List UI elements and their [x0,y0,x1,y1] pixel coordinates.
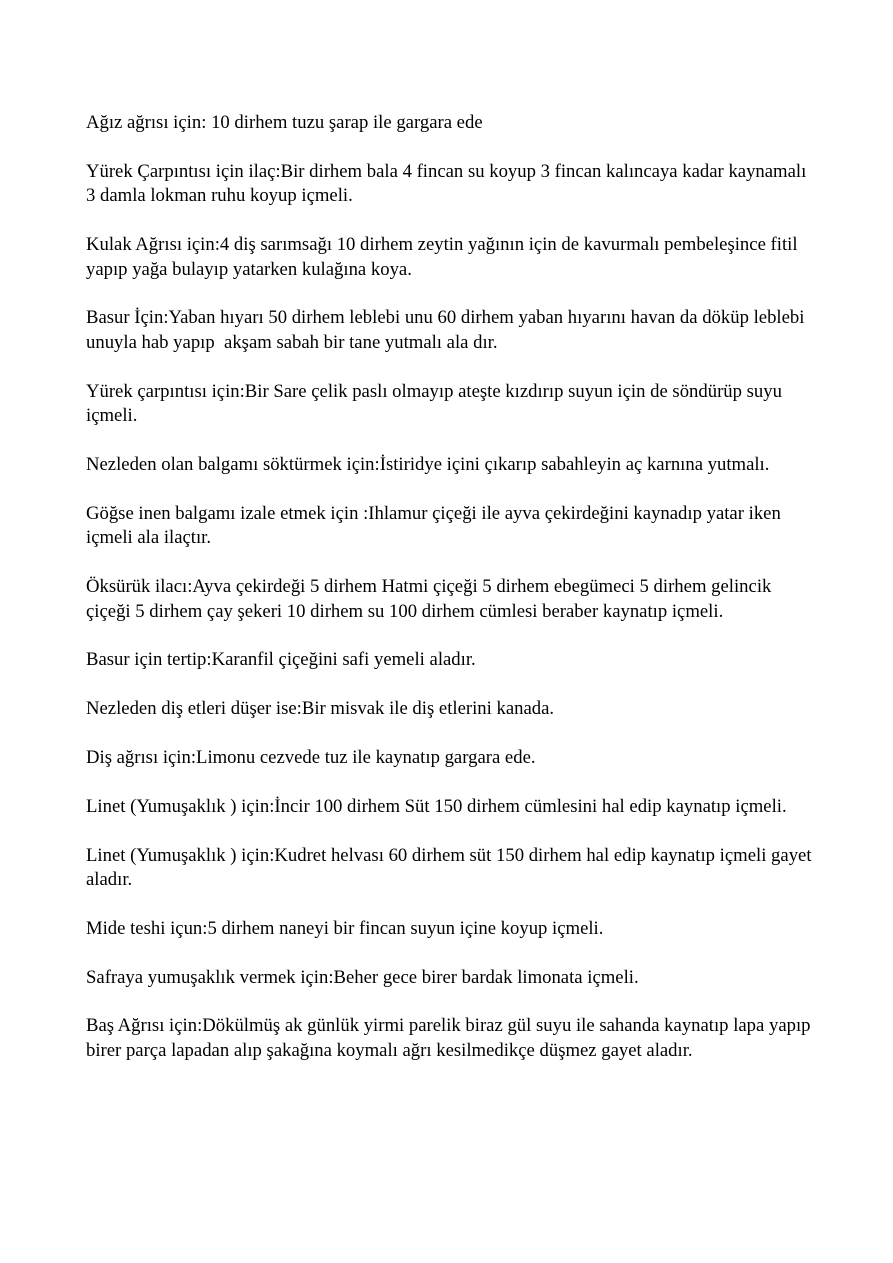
remedy-paragraph: Mide teshi içun:5 dirhem naneyi bir fincan suyun içine koyup içmeli. [86,917,604,939]
remedy-paragraph: Safraya yumuşaklık vermek için:Beher gece birer bardak limonata içmeli. [86,966,639,988]
remedy-paragraph: Basur İçin:Yaban hıyarı 50 dirhem leblebi unu 60 dirhem yaban hıyarını havan da döküp leblebi unuyla hab yapıp akşam sabah bir tane yutmalı ala dır. [86,307,810,353]
remedy-paragraph: Yürek Çarpıntısı için ilaç:Bir dirhem bala 4 fincan su koyup 3 fincan kalıncaya kadar kaynamalı 3 damla lokman ruhu koyup içmeli. [86,160,811,207]
remedy-paragraph: Nezleden diş etleri düşer ise:Bir misvak ile diş etlerini kanada. [86,698,555,720]
remedy-paragraph: Kulak Ağrısı için:4 diş sarımsağı 10 dirhem zeytin yağının için de kavurmalı pembeleşince fitil yapıp yağa bulayıp yatarken kulağına koya. [86,234,803,280]
remedy-paragraph: Ağız ağrısı için: 10 dirhem tuzu şarap ile gargara ede [86,112,483,133]
remedy-paragraph: Linet (Yumuşaklık ) için:Kudret helvası 60 dirhem süt 150 dirhem hal edip kaynatıp içmeli gayet aladır. [86,844,817,891]
document-page [86,111,817,1088]
remedy-paragraph: Basur için tertip:Karanfil çiçeğini safi yemeli aladır. [86,649,476,671]
remedy-paragraph: Yürek çarpıntısı için:Bir Sare çelik paslı olmayıp ateşte kızdırıp suyun için de söndürüp suyu içmeli. [86,380,787,427]
remedy-paragraph: Öksürük ilacı:Ayva çekirdeği 5 dirhem Hatmi çiçeği 5 dirhem ebegümeci 5 dirhem gelincik çiçeği 5 dirhem çay şekeri 10 dirhem su 100 dirhem cümlesi beraber kaynatıp içmeli. [86,576,777,622]
remedy-paragraph: Linet (Yumuşaklık ) için:İncir 100 dirhem Süt 150 dirhem cümlesini hal edip kaynatıp içmeli. [86,795,787,817]
remedy-paragraph: Diş ağrısı için:Limonu cezvede tuz ile kaynatıp gargara ede. [86,746,536,768]
remedy-paragraph: Nezleden olan balgamı söktürmek için:İstiridye içini çıkarıp sabahleyin aç karnına yutmalı. [86,453,770,475]
remedy-paragraph: Baş Ağrısı için:Dökülmüş ak günlük yirmi parelik biraz gül suyu ile sahanda kaynatıp lapa yapıp birer parça lapadan alıp şakağına koymalı ağrı kesilmedikçe düşmez gayet aladır. [86,1015,816,1061]
remedy-paragraph: Göğse inen balgamı izale etmek için :Ihlamur çiçeği ile ayva çekirdeğini kaynadıp yatar iken içmeli ala ilaçtır. [86,502,786,549]
